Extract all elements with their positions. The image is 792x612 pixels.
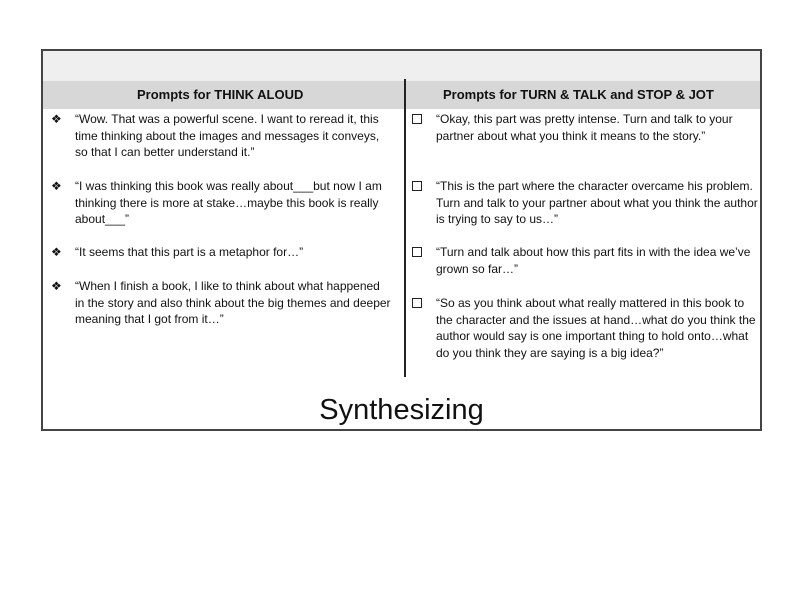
top-band (43, 51, 760, 81)
diamond-bullet-icon: ❖ (51, 112, 62, 126)
think-aloud-item-text: “It seems that this part is a metaphor for…” (75, 245, 304, 259)
diamond-bullet-icon: ❖ (51, 245, 62, 259)
diamond-bullet-icon: ❖ (51, 279, 62, 293)
turn-talk-item-text: “Okay, this part was pretty intense. Turn and talk to your partner about what you think it means to the story.” (436, 112, 733, 143)
turn-talk-item-text: “So as you think about what really mattered in this book to the character and the issues at hand…what do you think the author would say is one important thing to hold onto…what do you think they are saying is a big idea?” (436, 296, 756, 360)
think-aloud-item-text: “Wow. That was a powerful scene. I want to reread it, this time thinking about the images and messages it conveys, so that I can better understand it.” (75, 112, 380, 159)
synthesizing-title: Synthesizing (319, 394, 484, 426)
checkbox-icon (412, 178, 426, 196)
checkbox-icon (412, 111, 426, 129)
think-aloud-header: Prompts for THINK ALOUD (137, 87, 304, 102)
column-divider (404, 79, 406, 377)
think-aloud-item-text: “I was thinking this book was really about___but now I am thinking there is more at stake…maybe this book is really about___” (75, 179, 382, 226)
diamond-bullet-icon: ❖ (51, 179, 62, 193)
think-aloud-item-text: “When I finish a book, I like to think about what happened in the story and also think about the big themes and deeper meaning that I got from it…” (75, 279, 391, 326)
checkbox-icon (412, 295, 426, 313)
turn-talk-item-text: “Turn and talk about how this part fits in with the idea we’ve grown so far…” (436, 245, 751, 276)
turn-talk-item-text: “This is the part where the character overcame his problem. Turn and talk to your partner about what you think the author is trying to say to us…” (436, 179, 758, 226)
checkbox-icon (412, 244, 426, 262)
prompts-card (41, 49, 762, 431)
turn-talk-header: Prompts for TURN & TALK and STOP & JOT (443, 87, 714, 102)
